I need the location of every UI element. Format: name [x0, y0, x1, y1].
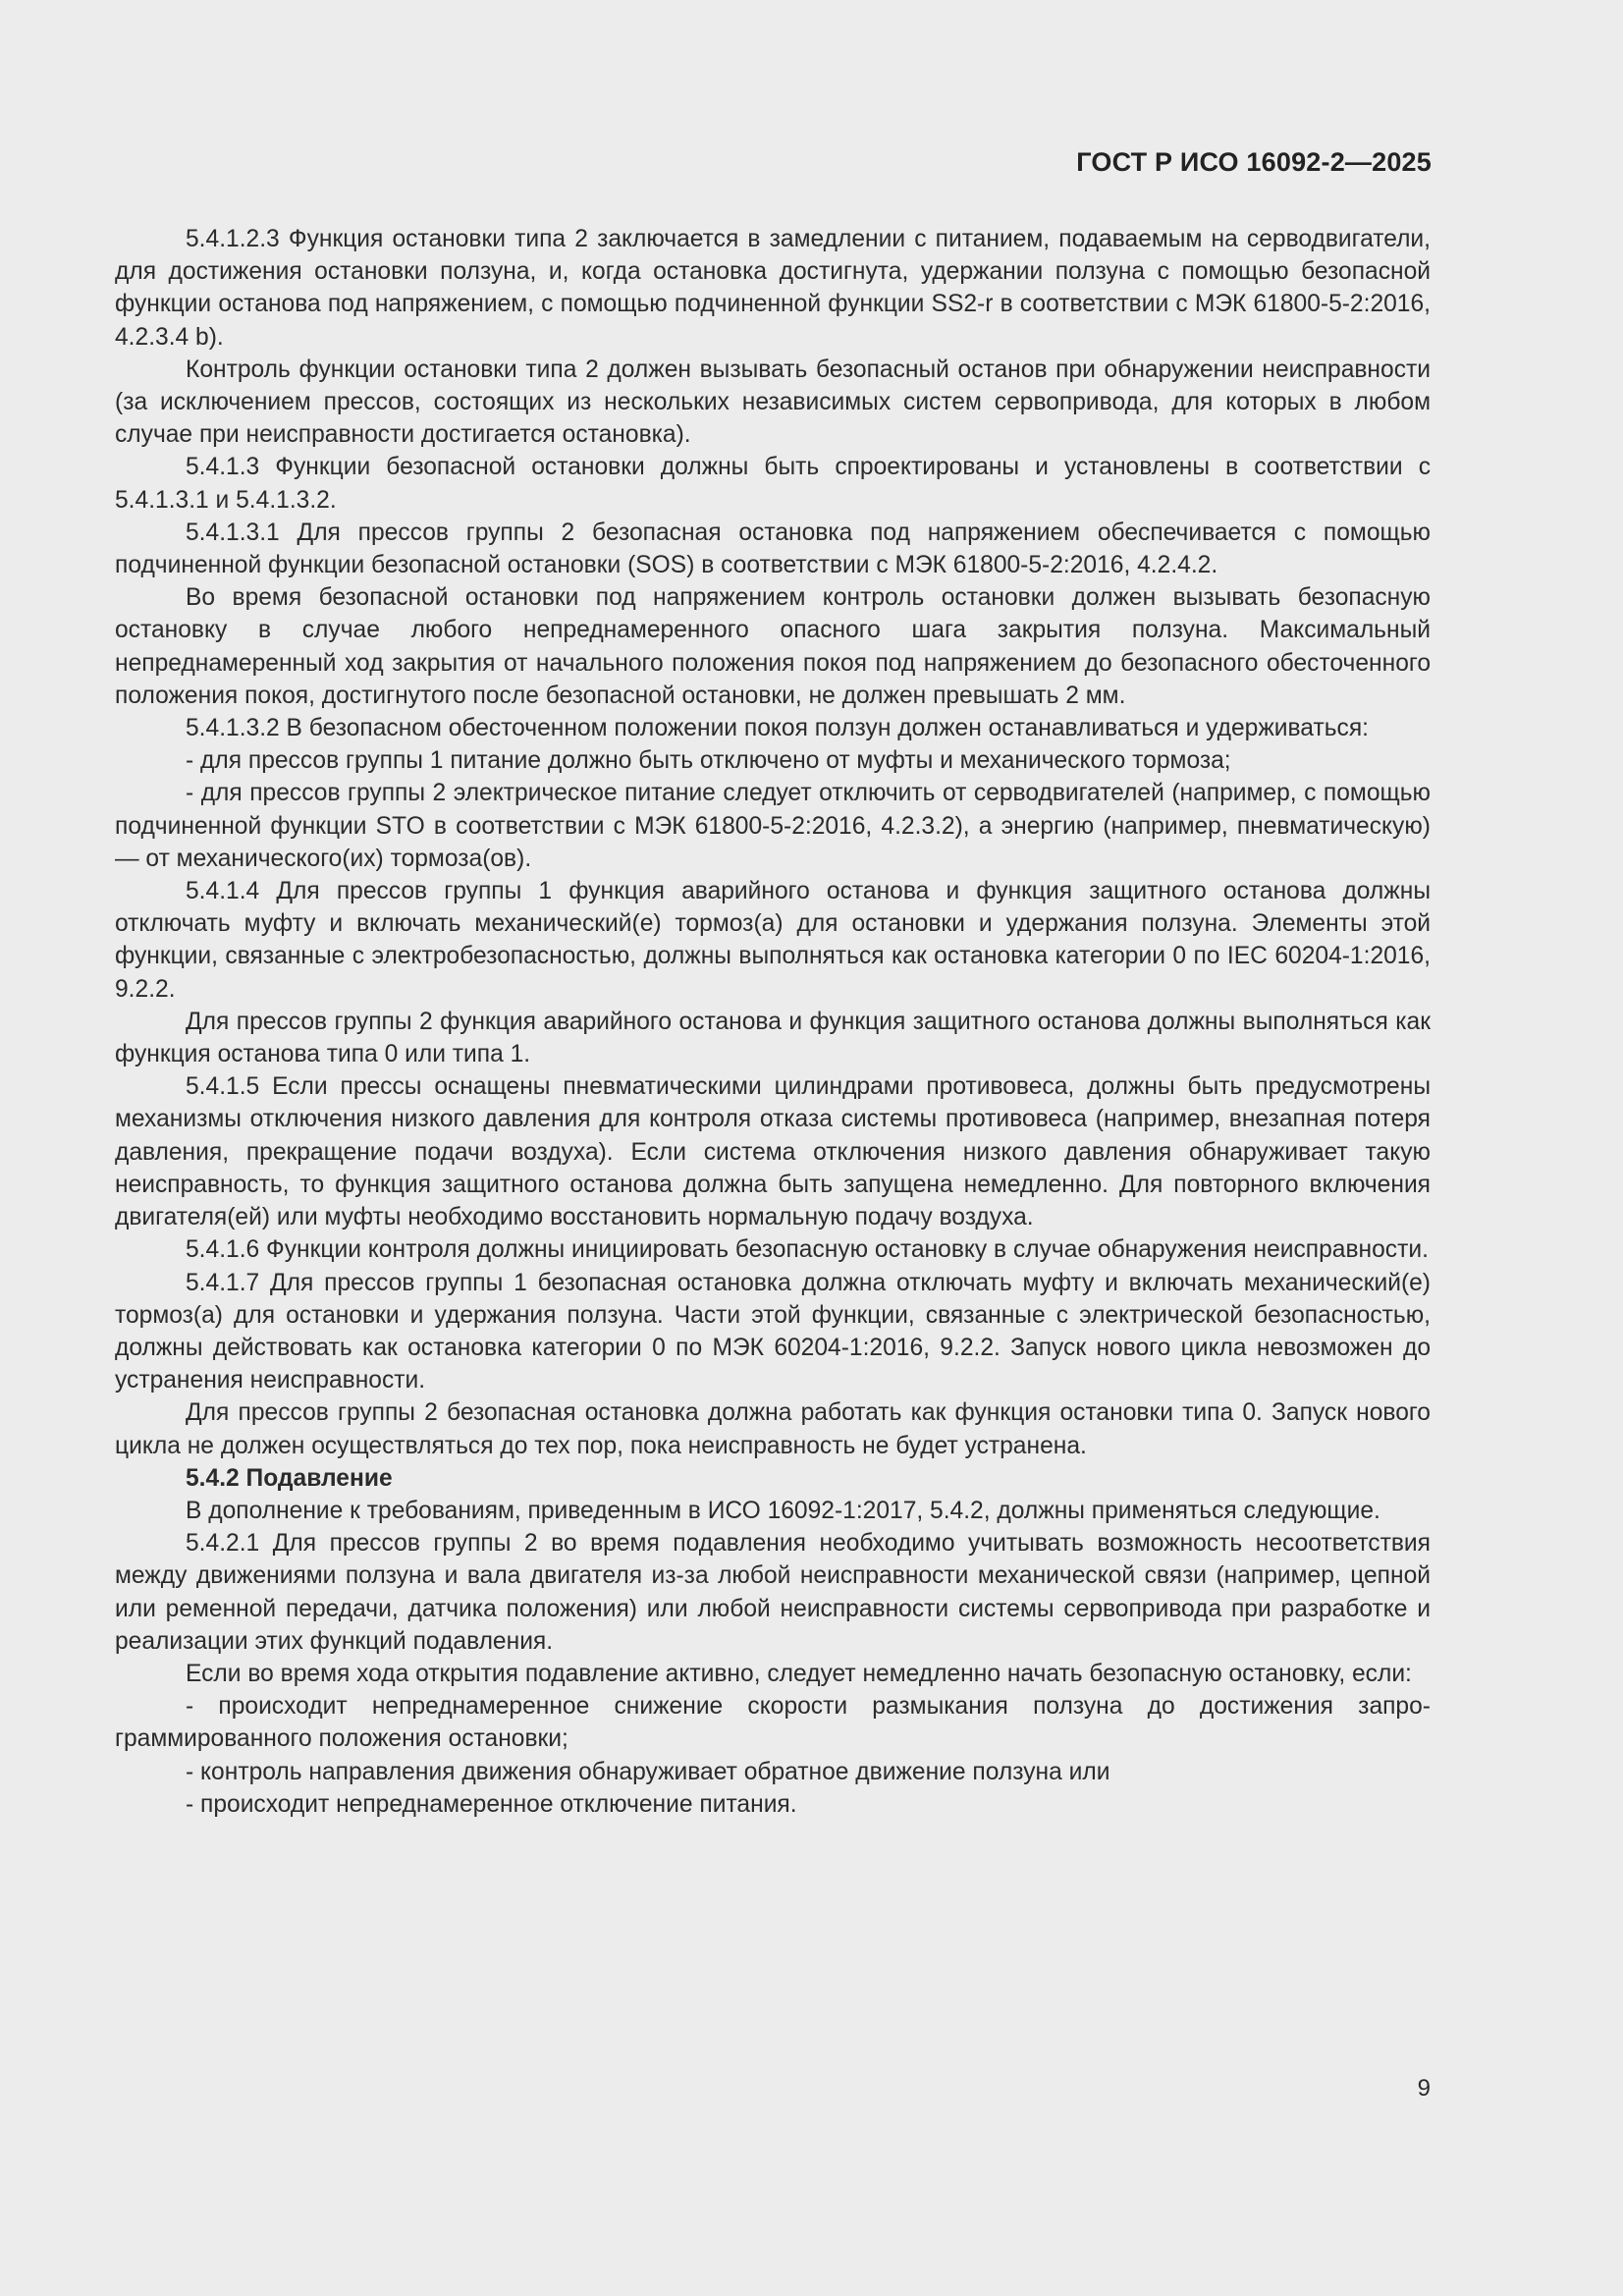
- page-number: 9: [1417, 2075, 1431, 2102]
- paragraph-5-4-1-3-2: 5.4.1.3.2 В безопасном обесточенном положении покоя ползун должен останавливаться и удерживаться:: [186, 715, 1369, 742]
- list-item: - происходит непреднамеренное снижение скорости размыкания ползуна до достижения запрограммированного положения остановки;: [115, 1693, 1431, 1753]
- paragraph-5-4-1-7: 5.4.1.7 Для прессов группы 1 безопасная остановка должна отключать муфту и включать механический(е) тормоз(а) для остановки и удержания ползуна. Части этой функции, связанные с электрической безопасностью, должны действовать как остановка категории 0 по МЭК 60204-1:2016, 9.2.2. Запуск нового цикла невозможен до устранения неисправности.: [115, 1269, 1431, 1394]
- paragraph: Для прессов группы 2 безопасная остановка должна работать как функция остановки типа 0. Запуск нового цикла не должен осуществляться до тех пор, пока неисправность не будет устранена.: [115, 1399, 1431, 1459]
- paragraph-5-4-1-4: 5.4.1.4 Для прессов группы 1 функция аварийного останова и функция защитного останова должны отключать муфту и включать механический(е) тормоз(а) для остановки и удержания ползуна. Элементы этой функции, связанные с электробезопасностью, должны выполняться как остановка категории 0 по IEC 60204-1:2016, 9.2.2.: [115, 878, 1431, 1003]
- paragraph: В дополнение к требованиям, приведенным в ИСО 16092-1:2017, 5.4.2, должны применяться следующие.: [186, 1497, 1380, 1524]
- paragraph-5-4-1-3: 5.4.1.3 Функции безопасной остановки должны быть спроектированы и установлены в соответствии с 5.4.1.3.1 и 5.4.1.3.2.: [115, 454, 1431, 514]
- list-item: - контроль направления движения обнаруживает обратное движение ползуна или: [186, 1758, 1110, 1785]
- list-item: - для прессов группы 1 питание должно быть отключено от муфты и механического тормоза;: [186, 747, 1231, 775]
- paragraph-5-4-2-1: 5.4.2.1 Для прессов группы 2 во время подавления необходимо учитывать возможность несоответствия между движениями ползуна и вала двигателя из-за любой неисправности механической связи (например, цепной или ременной передачи, датчика положения) или любой неисправности системы сервопривода при разработке и реализации этих функций подавления.: [115, 1530, 1431, 1655]
- paragraph: Для прессов группы 2 функция аварийного останова и функция защитного останова должны выполняться как функция останова типа 0 или типа 1.: [115, 1008, 1431, 1068]
- document-body: [115, 223, 1431, 1821]
- paragraph: Контроль функции остановки типа 2 должен вызывать безопасный останов при обнаружении неисправности (за исключением прессов, состоящих из нескольких независимых систем сервопривода, для которых в любом случае при неисправности достигается остановка).: [115, 355, 1431, 449]
- paragraph-5-4-1-5: 5.4.1.5 Если прессы оснащены пневматическими цилиндрами противовеса, должны быть предусмотрены механизмы отключения низкого давления для контроля отказа системы противовеса (например, внезапная потеря давления, прекращение подачи воздуха). Если система отключения низкого давления обнаруживает такую неисправность, то функция защитного останова должна быть запущена немедленно. Для повторного включения двигателя(ей) или муфты необходимо восстановить нормальную подачу воздуха.: [115, 1073, 1431, 1231]
- paragraph: Если во время хода открытия подавление активно, следует немедленно начать безопасную остановку, если:: [186, 1660, 1412, 1687]
- paragraph-5-4-1-6: 5.4.1.6 Функции контроля должны инициировать безопасную остановку в случае обнаружения неисправности.: [186, 1236, 1429, 1264]
- paragraph-5-4-1-2-3: 5.4.1.2.3 Функция остановки типа 2 заключается в замедлении с питанием, подаваемым на серводвигатели, для достижения остановки ползуна, и, когда остановка достигнута, удержании ползуна с помощью безопасной функции останова под напряжением, с помощью подчиненной функции SS2-r в соответствии с МЭК 61800-5-2:2016, 4.2.3.4 b).: [115, 226, 1431, 351]
- paragraph-5-4-1-3-1: 5.4.1.3.1 Для прессов группы 2 безопасная остановка под напряжением обеспечивается с помощью подчиненной функции безопасной остановки (SOS) в соответствии с МЭК 61800-5-2:2016, 4.2.4.2.: [115, 519, 1431, 579]
- document-header: ГОСТ Р ИСО 16092-2—2025: [1076, 147, 1432, 177]
- list-item: - для прессов группы 2 электрическое питание следует отключить от серводвигателей (например, с помощью подчиненной функции STO в соответствии с МЭК 61800-5-2:2016, 4.2.3.2), а энергию (например, пневматическую) — от механического(их) тормоза(ов).: [115, 780, 1431, 872]
- section-heading-5-4-2: 5.4.2 Подавление: [186, 1464, 393, 1492]
- paragraph: Во время безопасной остановки под напряжением контроль остановки должен вызывать безопасную остановку в случае любого непреднамеренного опасного шага закрытия ползуна. Максимальный непреднамеренный ход закрытия от начального положения покоя под напряжением до безопасного обесточенного положения покоя, достигнутого после безопасной остановки, не должен превышать 2 мм.: [115, 584, 1431, 709]
- list-item: - происходит непреднамеренное отключение питания.: [186, 1790, 797, 1818]
